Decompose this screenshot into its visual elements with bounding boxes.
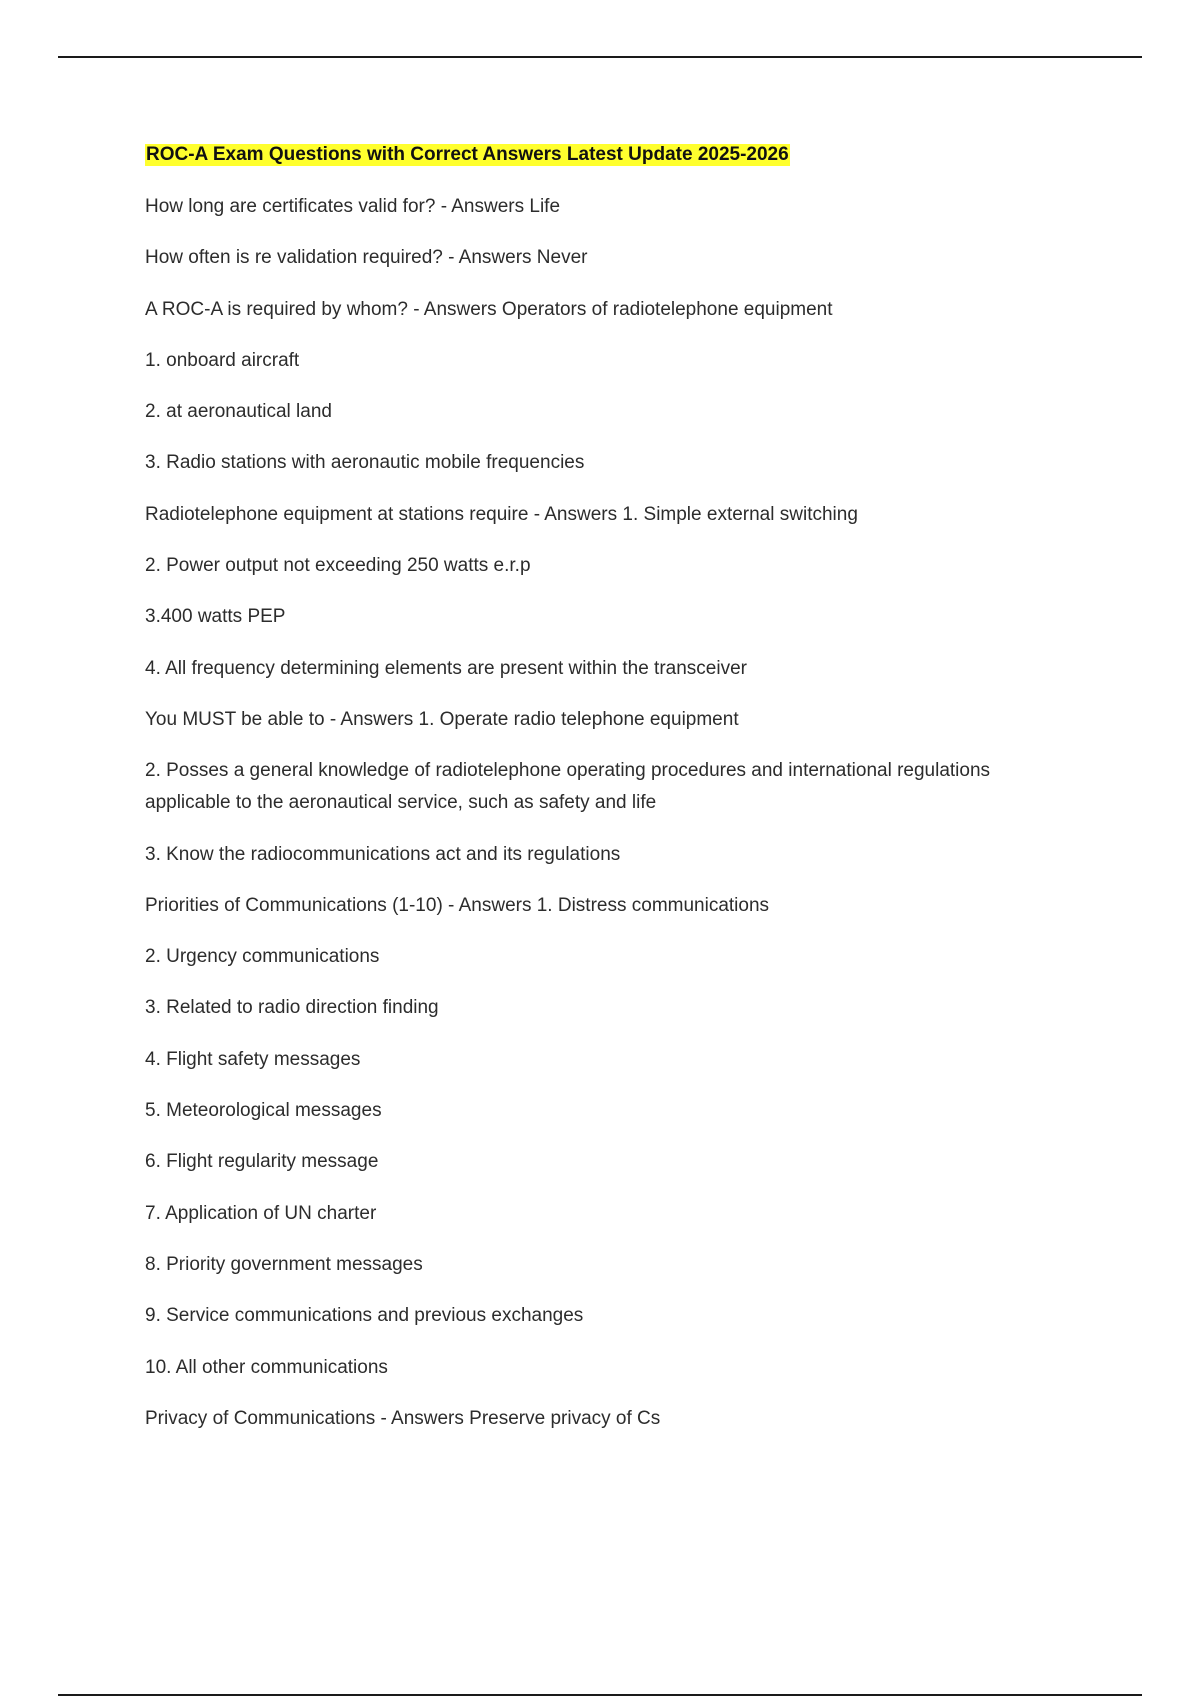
text-line: Priorities of Communications (1-10) - Answers 1. Distress communications xyxy=(145,894,770,916)
text-line: Privacy of Communications - Answers Preserve privacy of Cs xyxy=(145,1407,661,1429)
document-body xyxy=(145,144,1075,1454)
text-line: 2. at aeronautical land xyxy=(145,401,332,423)
text-line: 2. Power output not exceeding 250 watts e.r.p xyxy=(145,555,531,577)
text-line: How often is re validation required? - Answers Never xyxy=(145,247,588,269)
title-row xyxy=(145,144,1075,191)
text-line: Radiotelephone equipment at stations require - Answers 1. Simple external switching xyxy=(145,503,858,525)
text-line: 3. Related to radio direction finding xyxy=(145,997,439,1019)
text-line: You MUST be able to - Answers 1. Operate radio telephone equipment xyxy=(145,708,739,730)
text-line: 8. Priority government messages xyxy=(145,1253,423,1275)
footer-rule xyxy=(58,1694,1142,1696)
text-line: 7. Application of UN charter xyxy=(145,1202,377,1224)
text-line: 5. Meteorological messages xyxy=(145,1100,382,1122)
text-line: 3.400 watts PEP xyxy=(145,606,286,628)
document-title: ROC-A Exam Questions with Correct Answers Latest Update 2025-2026 xyxy=(146,144,789,165)
text-line: A ROC-A is required by whom? - Answers Operators of radiotelephone equipment xyxy=(145,298,833,320)
text-line: 6. Flight regularity message xyxy=(145,1151,379,1173)
text-line: 3. Know the radiocommunications act and its regulations xyxy=(145,843,621,865)
text-line: 3. Radio stations with aeronautic mobile frequencies xyxy=(145,452,585,474)
text-line: 2. Posses a general knowledge of radiotelephone operating procedures and international regulations applicable to the aeronautical service, such as safety and life xyxy=(145,760,991,814)
text-line: 10. All other communications xyxy=(145,1356,388,1378)
text-line: 4. Flight safety messages xyxy=(145,1048,361,1070)
header-rule xyxy=(58,56,1142,58)
text-line: 4. All frequency determining elements are present within the transceiver xyxy=(145,657,747,679)
text-line: How long are certificates valid for? - Answers Life xyxy=(145,196,561,217)
text-line: 2. Urgency communications xyxy=(145,946,380,968)
text-line: 9. Service communications and previous exchanges xyxy=(145,1305,584,1327)
text-line: 1. onboard aircraft xyxy=(145,349,300,371)
